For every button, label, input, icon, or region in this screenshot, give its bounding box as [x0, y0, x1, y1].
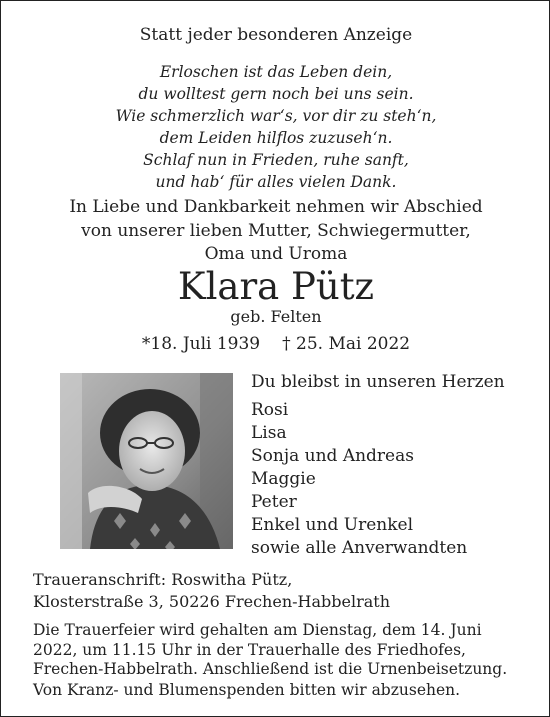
address-line: Traueranschrift: Roswitha Pütz,	[33, 570, 293, 589]
family-member: Sonja und Andreas	[251, 446, 414, 466]
notice-header: Statt jeder besonderen Anzeige	[139, 25, 413, 45]
family-member: Lisa	[251, 423, 287, 443]
family-member: Enkel und Urenkel	[251, 515, 414, 535]
portrait-photo	[60, 373, 233, 549]
family-member: Peter	[251, 492, 297, 512]
family-member: sowie alle Anverwandten	[251, 538, 468, 558]
family-member: Maggie	[251, 469, 316, 489]
family-member: Rosi	[251, 400, 289, 420]
heart-line: Du bleibst in unseren Herzen	[251, 372, 505, 392]
family-list	[251, 399, 467, 560]
intro-line: Oma und Uroma	[204, 244, 348, 264]
poem-line: du wolltest gern noch bei uns sein.	[138, 85, 414, 103]
intro-line: von unserer lieben Mutter, Schwiegermutter,	[81, 220, 471, 241]
poem	[1, 61, 550, 193]
farewell-intro	[1, 196, 550, 267]
deceased-name: Klara Pütz	[177, 265, 375, 308]
birth-date: *18. Juli 1939	[141, 334, 261, 354]
poem-line: dem Leiden hilflos zuzuseh‘n.	[159, 129, 393, 147]
funeral-service-info: Die Trauerfeier wird gehalten am Dienstag, dem 14. Juni 2022, um 11.15 Uhr in der Trauerhalle des Friedhofes, Frechen-Habbelrath. Anschließend ist die Urnenbeisetzung.	[33, 621, 508, 678]
address-line: Klosterstraße 3, 50226 Frechen-Habbelrath	[33, 592, 391, 611]
poem-line: und hab‘ für alles vielen Dank.	[155, 173, 397, 191]
birth-name: geb. Felten	[230, 307, 322, 326]
intro-line: In Liebe und Dankbarkeit nehmen wir Abschied	[69, 197, 483, 217]
mourning-address	[33, 569, 390, 613]
poem-line: Erloschen ist das Leben dein,	[159, 63, 393, 81]
life-dates	[1, 334, 550, 354]
poem-line: Wie schmerzlich war‘s, vor dir zu steh‘n,	[115, 107, 437, 125]
flowers-note: Von Kranz- und Blumenspenden bitten wir abzusehen.	[33, 681, 461, 699]
poem-line: Schlaf nun in Frieden, ruhe sanft,	[143, 151, 409, 169]
death-date: † 25. Mai 2022	[282, 334, 411, 354]
